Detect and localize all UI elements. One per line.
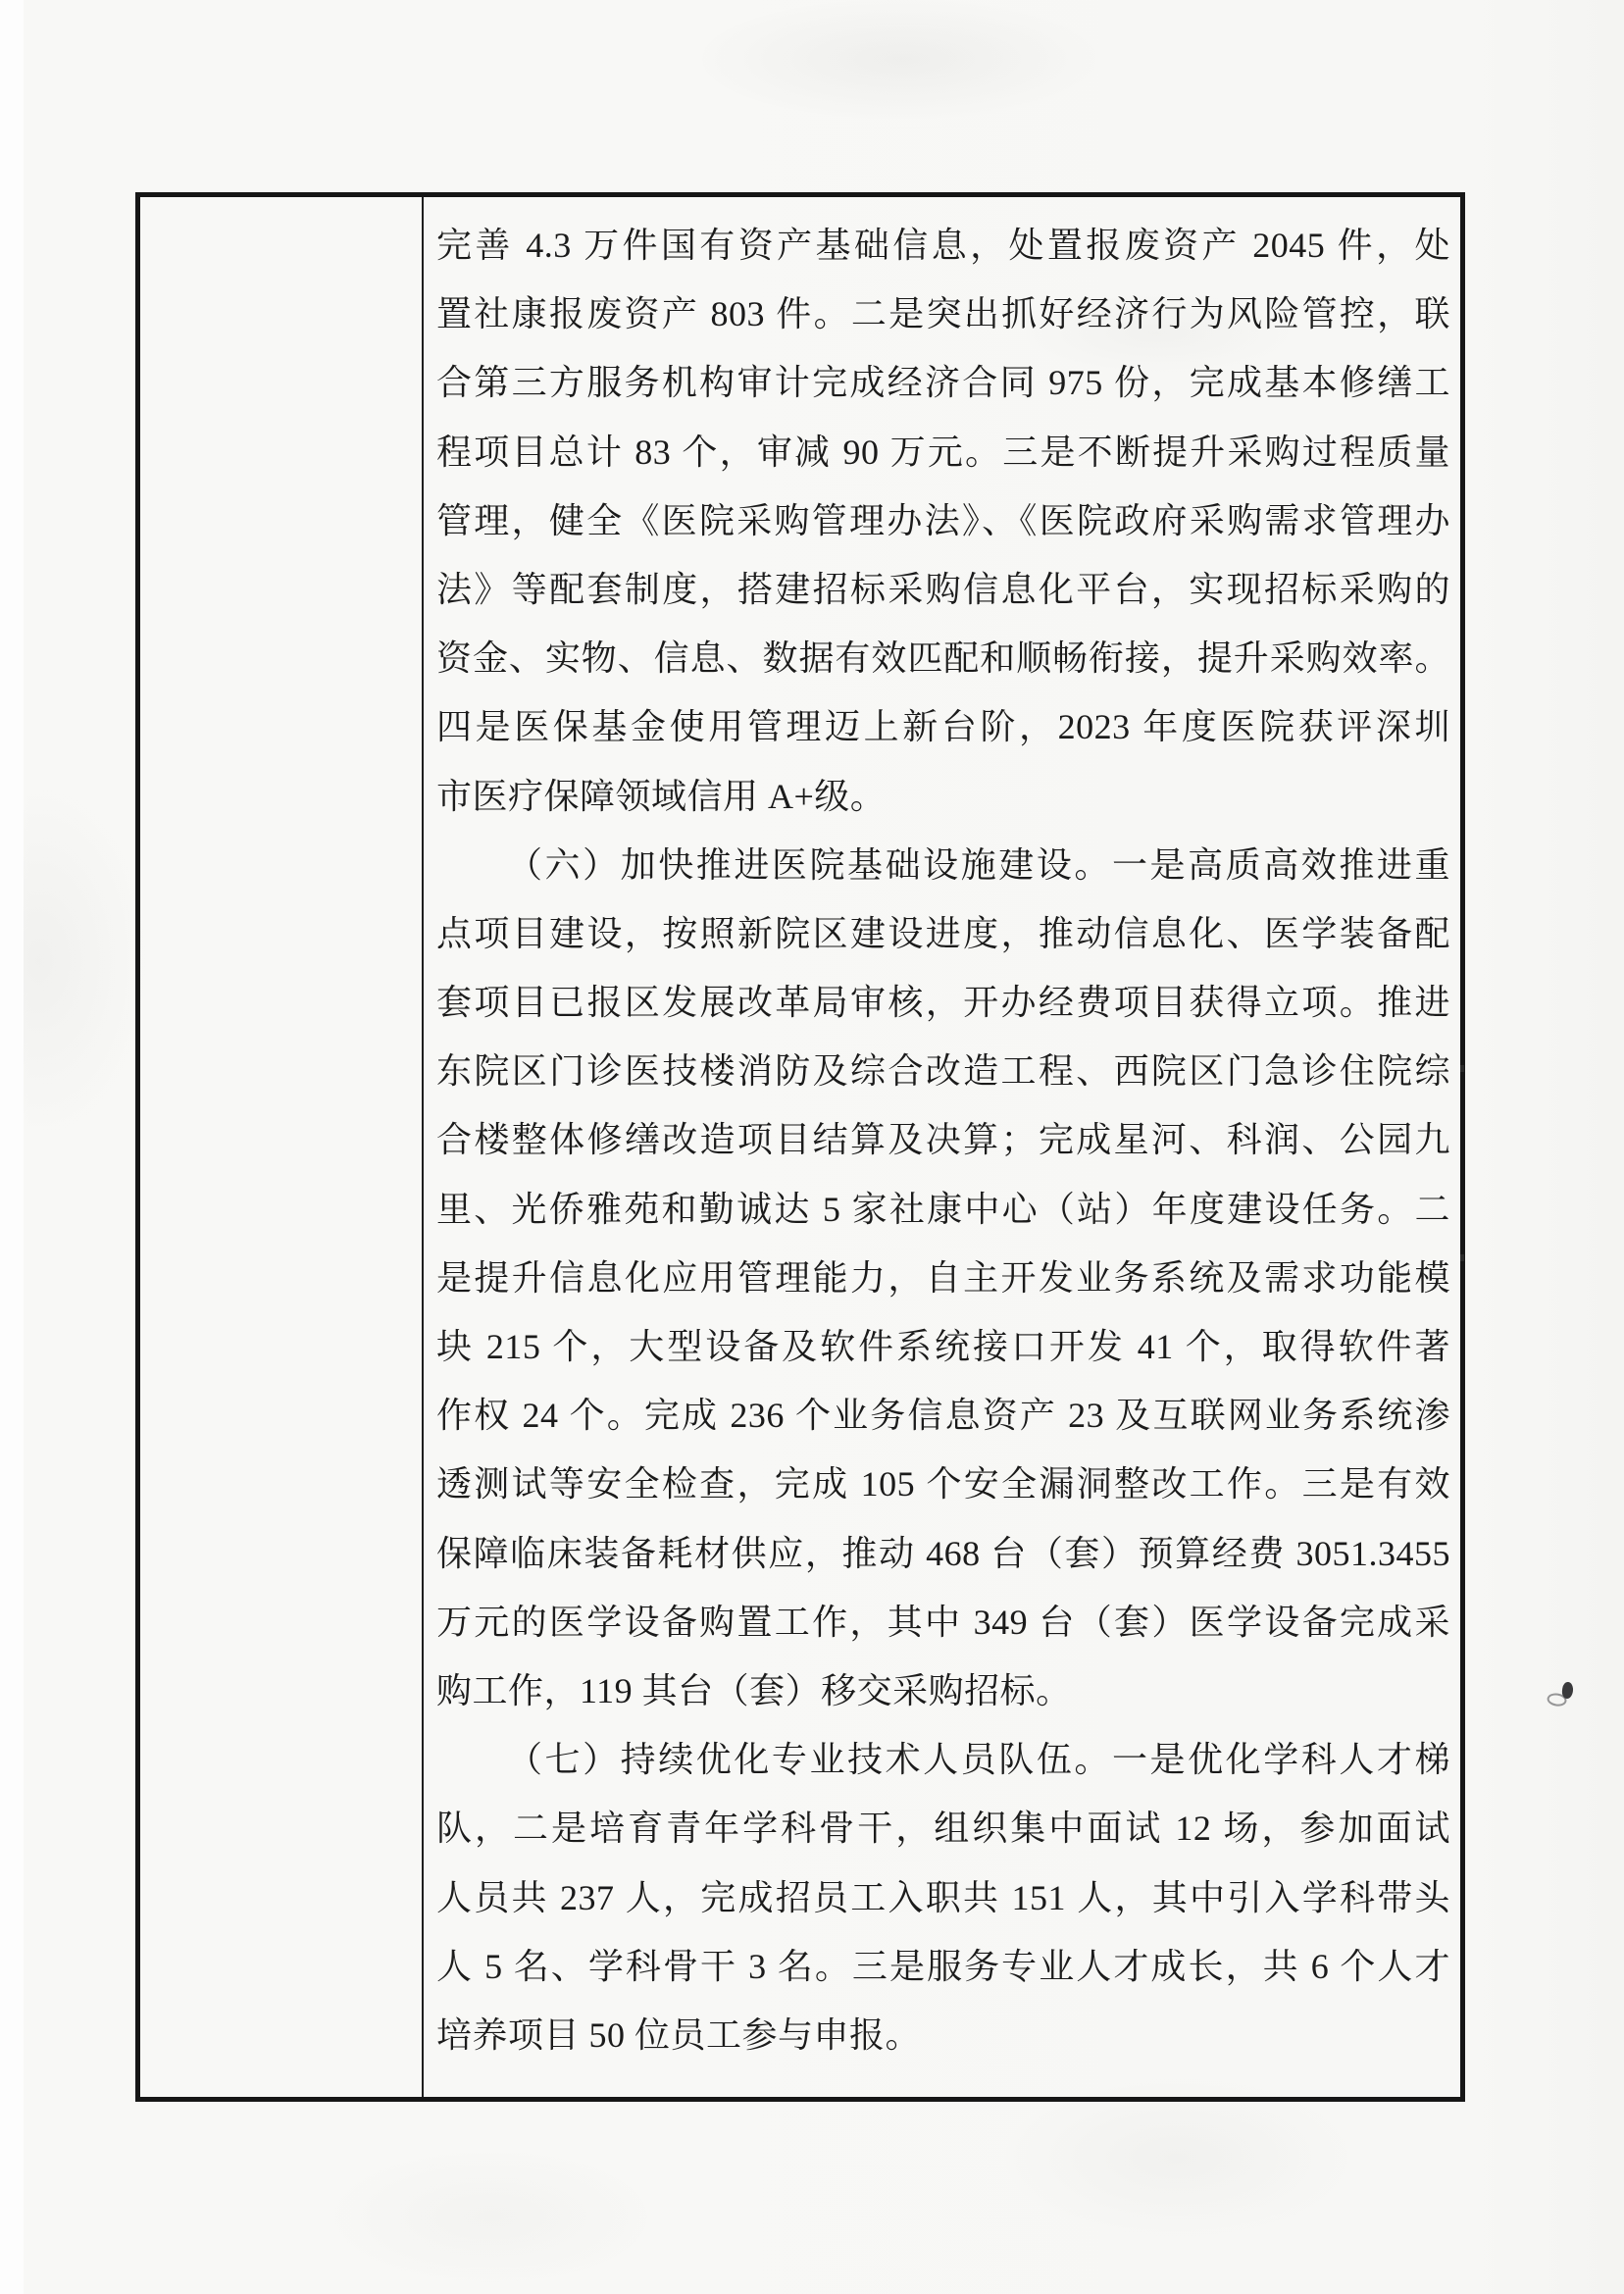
text-line: 块 215 个，大型设备及软件系统接口开发 41 个，取得软件著 — [436, 1327, 1450, 1366]
text-line: 法》等配套制度，搭建招标采购信息化平台，实现招标采购的 — [436, 569, 1450, 609]
text-line: （六）加快推进医院基础设施建设。一是高质高效推进重 — [507, 844, 1450, 885]
text-line: 是提升信息化应用管理能力，自主开发业务系统及需求功能模 — [436, 1257, 1450, 1298]
text-line: 里、光侨雅苑和勤诚达 5 家社康中心（站）年度建设任务。二 — [436, 1189, 1450, 1229]
table-right-column text-column — [424, 197, 1460, 2097]
text-line: 程项目总计 83 个，审减 90 万元。三是不断提升采购过程质量 — [436, 432, 1450, 472]
text-line: 购工作，119 其台（套）移交采购招标。 — [436, 1670, 1072, 1710]
text-line: 资金、实物、信息、数据有效匹配和顺畅衔接，提升采购效率。 — [436, 638, 1450, 679]
ink-smudge-mark — [1561, 1681, 1574, 1699]
text-line: 保障临床装备耗材供应，推动 468 台（套）预算经费 3051.3455 — [436, 1533, 1450, 1573]
text-line: 市医疗保障领域信用 A+级。 — [436, 776, 887, 816]
text-line: 管理，健全《医院采购管理办法》、《医院政府采购需求管理办 — [436, 500, 1450, 540]
text-line: 合楼整体修缮改造项目结算及决算；完成星河、科润、公园九 — [436, 1120, 1450, 1160]
text-line: （七）持续优化专业技术人员队伍。一是优化学科人才梯 — [507, 1740, 1450, 1780]
text-line: 作权 24 个。完成 236 个业务信息资产 23 及互联网业务系统渗 — [436, 1396, 1450, 1436]
table-left-column — [140, 197, 424, 2097]
text-line: 培养项目 50 位员工参与申报。 — [436, 2014, 922, 2055]
text-line: 合第三方服务机构审计完成经济合同 975 份，完成基本修缮工 — [436, 363, 1450, 403]
text-line: 万元的医学设备购置工作，其中 349 台（套）医学设备完成采 — [436, 1602, 1450, 1642]
scan-edge — [0, 0, 24, 2294]
text-line: 东院区门诊医技楼消防及综合改造工程、西院区门急诊住院综 — [436, 1051, 1450, 1092]
report-table — [135, 192, 1465, 2102]
text-line: 队，二是培育青年学科骨干，组织集中面试 12 场，参加面试 — [436, 1809, 1450, 1849]
text-line: 四是医保基金使用管理迈上新台阶，2023 年度医院获评深圳 — [436, 707, 1450, 747]
scan-artifact-nick — [1460, 1065, 1464, 1072]
text-line: 套项目已报区发展改革局审核，开办经费项目获得立项。推进 — [436, 983, 1450, 1023]
text-line: 人员共 237 人，完成招员工入职共 151 人，其中引入学科带头 — [436, 1877, 1450, 1917]
scan-artifact-nick — [1460, 1254, 1464, 1261]
text-line: 完善 4.3 万件国有资产基础信息，处置报废资产 2045 件，处 — [436, 226, 1450, 265]
text-line: 人 5 名、学科骨干 3 名。三是服务专业人才成长，共 6 个人才 — [436, 1946, 1450, 1986]
text-line: 置社康报废资产 803 件。二是突出抓好经济行为风险管控，联 — [436, 294, 1450, 334]
text-line: 点项目建设，按照新院区建设进度，推动信息化、医学装备配 — [436, 913, 1450, 953]
text-line: 透测试等安全检查，完成 105 个安全漏洞整改工作。三是有效 — [436, 1464, 1450, 1504]
